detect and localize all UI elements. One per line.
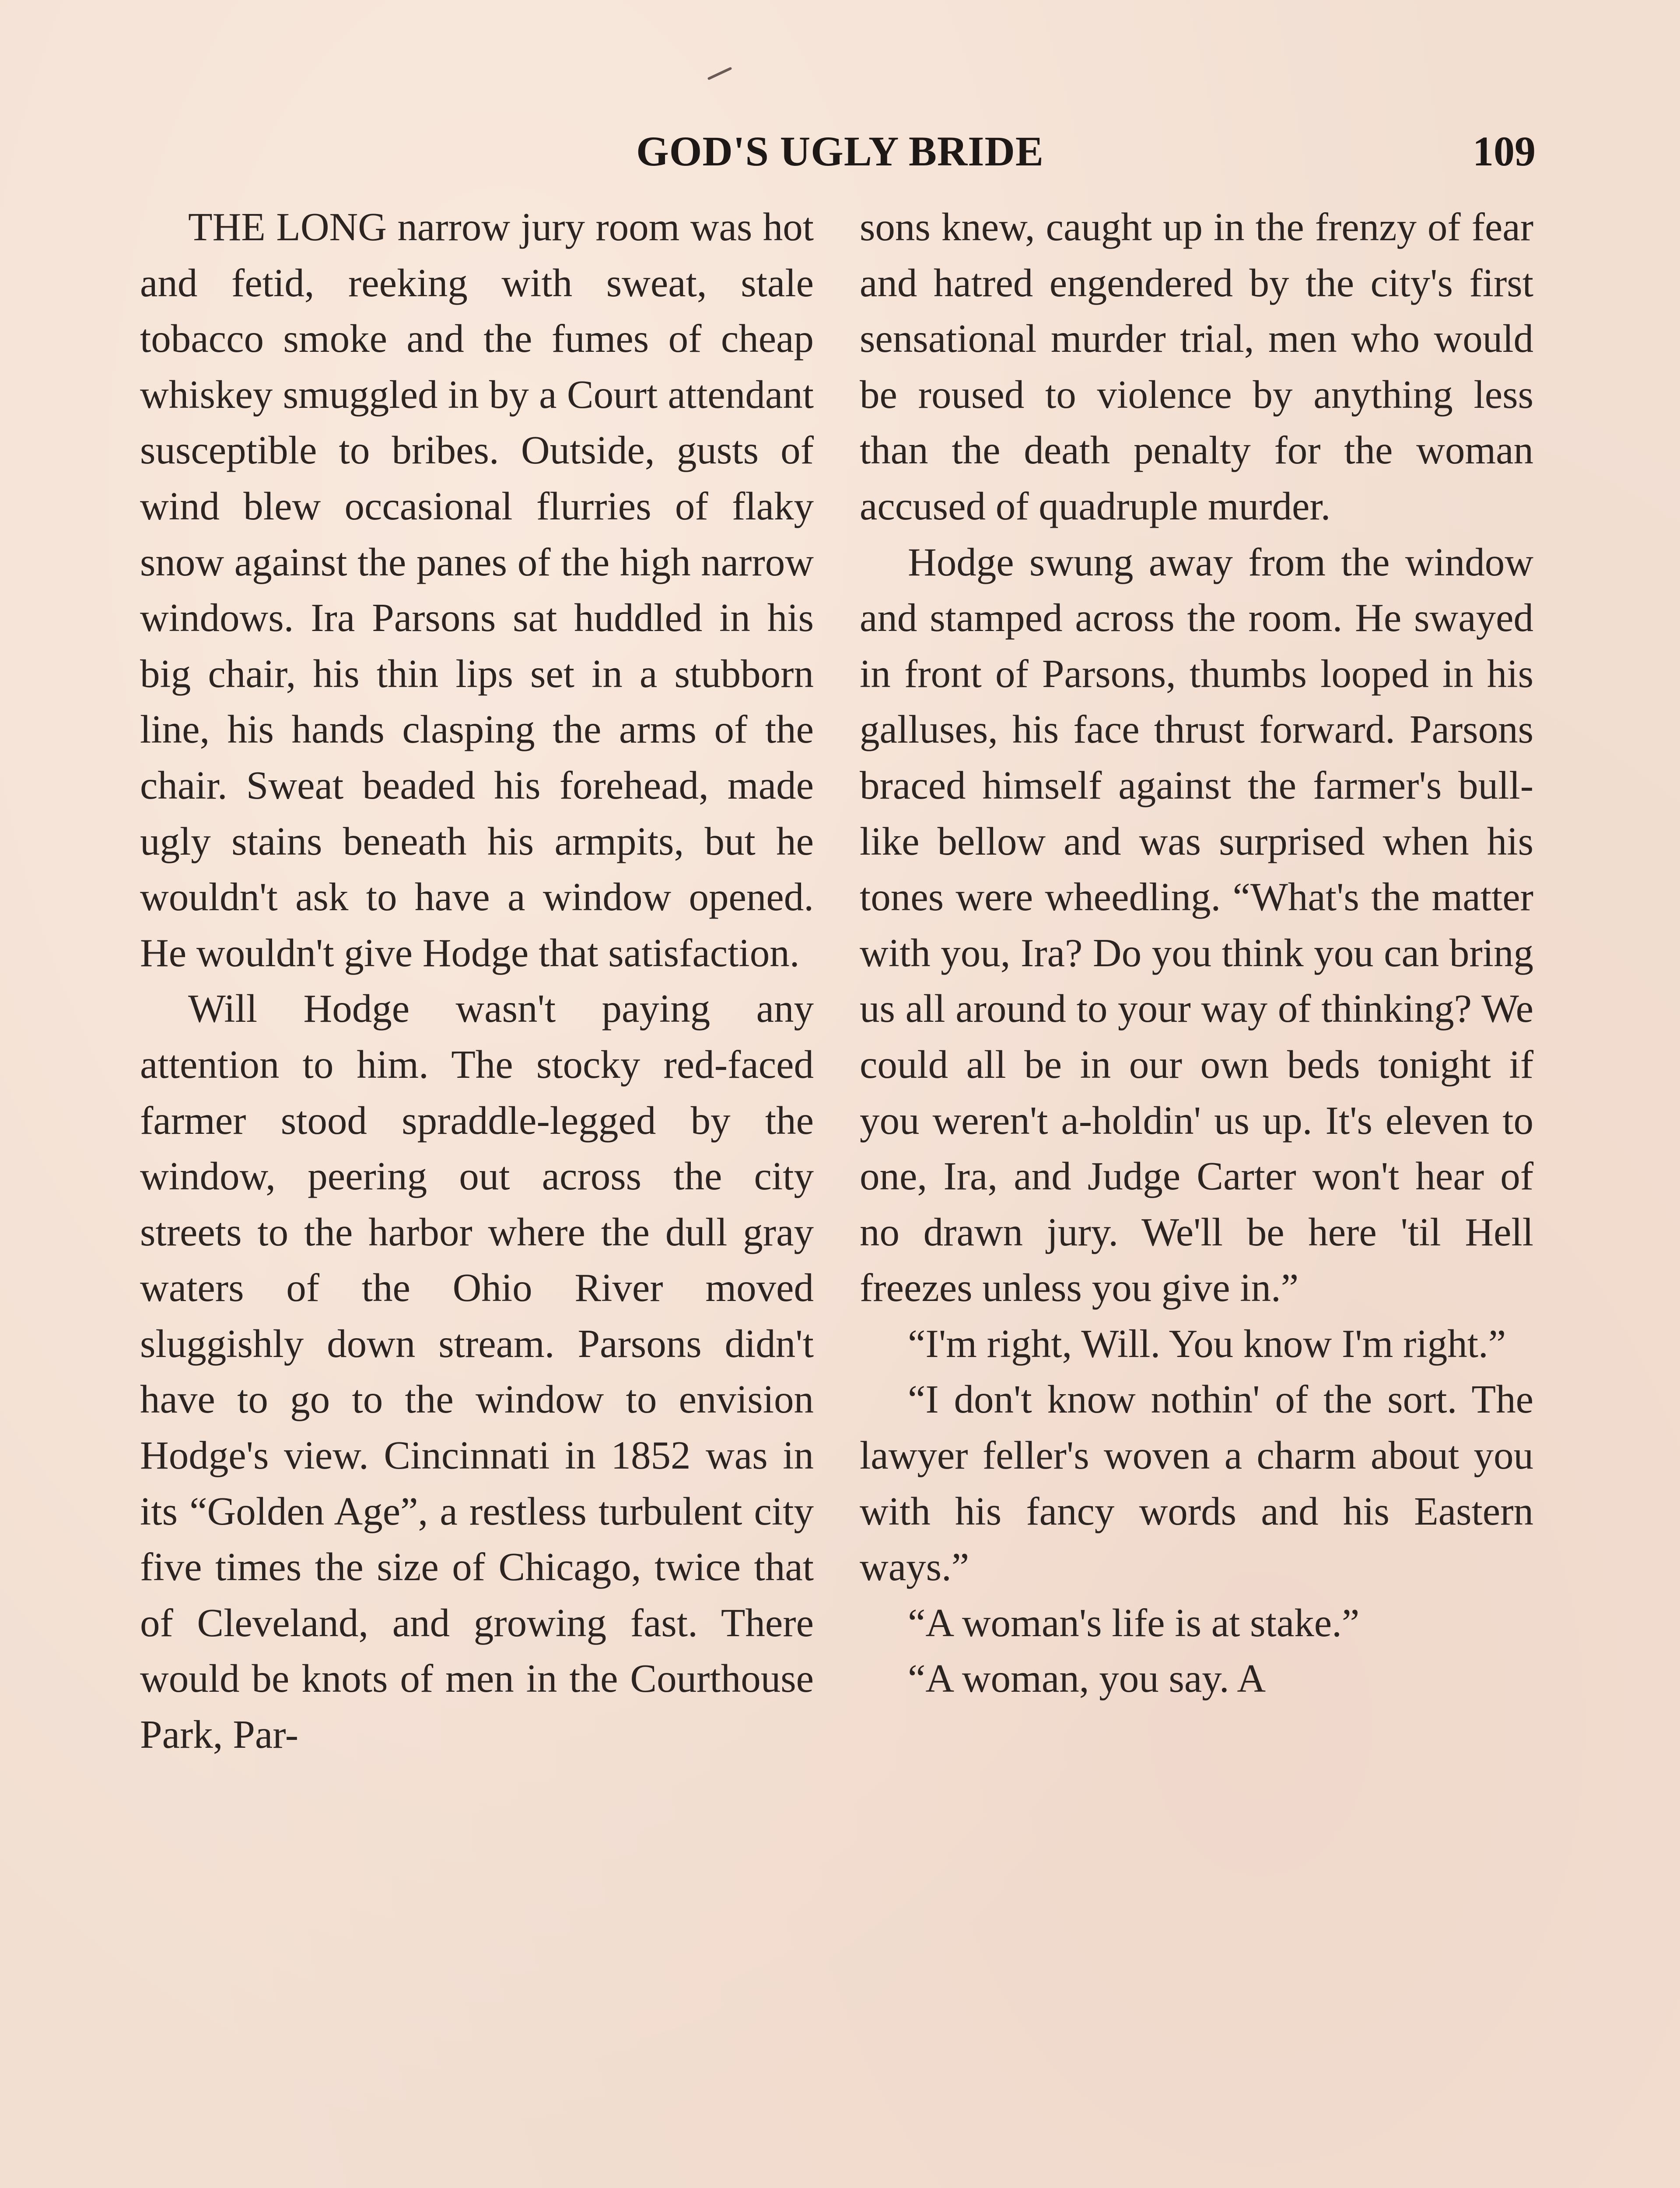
paragraph: “I'm right, Will. You know I'm right.” (908, 1321, 1506, 1366)
text-column-left (140, 199, 814, 1763)
text-column-right (860, 199, 1533, 1707)
running-title: GOD'S UGLY BRIDE (636, 128, 1044, 175)
paragraph: “A woman, you say. A (908, 1656, 1266, 1701)
page-header (0, 127, 1680, 188)
paragraph: “I don't know nothin' of the sort. The lawyer feller's woven a charm about you with his fancy words and his Eastern ways.” (860, 1377, 1533, 1589)
page-number: 109 (1473, 128, 1536, 175)
paragraph: “A woman's life is at stake.” (908, 1600, 1360, 1645)
paragraph: THE LONG narrow jury room was hot and fetid, reeking with sweat, stale tobacco smoke and the fumes of cheap whiskey smuggled in by a Court attendant susceptible to bribes. Outside, gusts of wind blew occasional flurries of flaky snow against the panes of the high narrow windows. Ira Parsons sat huddled in his big chair, his thin lips set in a stubborn line, his hands clasping the arms of the chair. Sweat beaded his forehead, made ugly stains beneath his armpits, but he wouldn't ask to have a window opened. He wouldn't give Hodge that satisfaction. (140, 205, 814, 975)
paragraph-continuation: sons knew, caught up in the frenzy of fear and hatred engendered by the city's first sensational murder trial, men who would be roused to violence by anything less than the death penalty for the woman accused of quadruple murder. (860, 205, 1533, 528)
paragraph: Will Hodge wasn't paying any attention to him. The stocky red-faced farmer stood spraddle-legged by the window, peering out across the city streets to the harbor where the dull gray waters of the Ohio River moved sluggishly down stream. Parsons didn't have to go to the window to envision Hodge's view. Cincinnati in 1852 was in its “Golden Age”, a restless turbulent city five times the size of Chicago, twice that of Cleveland, and growing fast. There would be knots of men in the Courthouse Park, Par- (140, 986, 814, 1757)
paragraph: Hodge swung away from the window and stamped across the room. He swayed in front of Parsons, thumbs looped in his galluses, his face thrust forward. Parsons braced himself against the farmer's bull-like bellow and was surprised when his tones were wheedling. “What's the matter with you, Ira? Do you think you can bring us all around to your way of thinking? We could all be in our own beds tonight if you weren't a-holdin' us up. It's eleven to one, Ira, and Judge Carter won't hear of no drawn jury. We'll be here 'til Hell freezes unless you give in.” (860, 540, 1533, 1310)
